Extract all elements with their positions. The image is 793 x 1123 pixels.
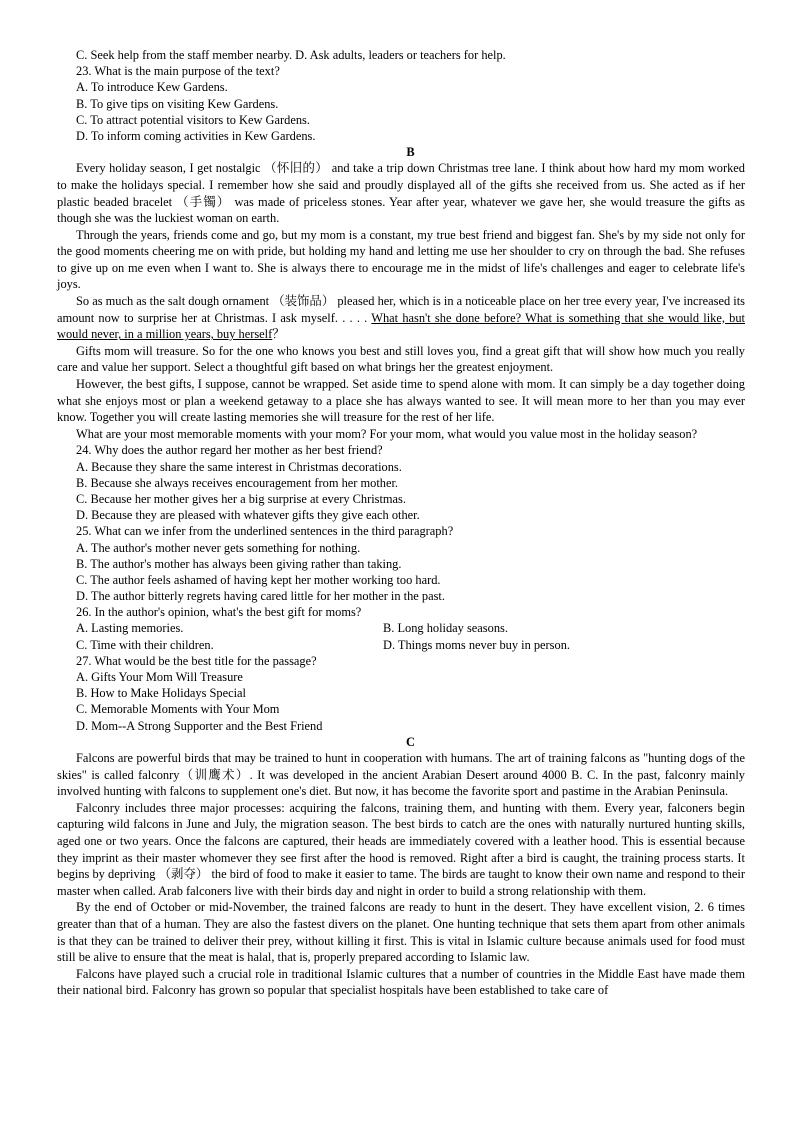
q23-option-c: C. To attract potential visitors to Kew Gardens. [76,112,310,127]
passage-b-paragraph-3-text: So as much as the salt dough ornament （装饰品） pleased her, which is in a noticeable place on her tree every year, I've increased its amount now to surprise her at Christmas. I ask myself. . . . . [57,294,745,325]
passage-b-paragraph-5-text: However, the best gifts, I suppose, cannot be wrapped. Set aside time to spend alone with mom. It can simply be a day together doing what she enjoys most or plan a weekend getaway to a place she has always wanted to see. It will mean more to her than you may ever know. Together you will create lasting memories she will treasure for the rest of her life. [57,377,745,425]
passage-c-paragraph-1 [57,750,745,800]
q26-options-row-1 [76,620,745,636]
q27-stem: 27. What would be the best title for the passage? [76,653,317,668]
underlined-sentences: What hasn't she done before? What is something that she would like, but would never, in a million years, buy herself [57,310,746,342]
passage-c-paragraph-4-text: Falcons have played such a crucial role in traditional Islamic cultures that a number of countries in the Middle East have made them their national bird. Falconry has grown so popular that specialist hospitals have been established to take care of [57,966,745,998]
exam-page [57,47,746,999]
passage-c-paragraph-3 [57,899,745,965]
q26-option-d: D. Things moms never buy in person. [383,637,570,652]
passage-c-paragraph-2-text: Falconry includes three major processes: acquiring the falcons, training them, and hunting with them. Every year, falconers begin capturing wild falcons in June and July, the migration season. The best birds to catch are the ones with naturally nurtured hunting skills, aged one or two years. Once the falcons are captured, their heads are immediately covered with a leather hood. This is essential because they imprint as their master whomever they see first after the hood is removed. Right after a bird is caught, the training process starts. It begins by depriving （剥夺） the bird of food to make it easier to tame. The birds are taught to know their own name and respond to their master when called. Arab falconers live with their birds day and night in order to build a strong relationship with them. [57,800,745,898]
q23-stem: 23. What is the main purpose of the text? [76,64,280,79]
q23-option-a: A. To introduce Kew Gardens. [76,80,228,95]
passage-b-paragraph-4-text: Gifts mom will treasure. So for the one who knows you best and still loves you, find a great gift that will show how much you really care and value her support. Select a thoughtful gift based on what brings her the greatest enjoyment. [57,343,745,375]
q26-option-a: A. Lasting memories. [76,621,184,636]
passage-c-paragraph-3-text: By the end of October or mid-November, the trained falcons are ready to hunt in the desert. They have excellent vision, 2. 6 times greater than that of a human. They are also the fastest divers on the planet. One hunting technique that sets them apart from other animals is that they can be trained to deliver their prey, without killing it first. This is vital in Islamic culture because animals used for food must still be alive to ensure that the meat is halal, that is, properly prepared according to Islamic law. [57,900,745,965]
passage-b-paragraph-5 [57,376,745,426]
q23-option-b: B. To give tips on visiting Kew Gardens. [76,96,279,111]
passage-b-paragraph-6 [57,426,745,443]
q27-option-b: B. How to Make Holidays Special [76,686,247,701]
section-c-heading: C [406,734,415,749]
q25-option-d: D. The author bitterly regrets having cared little for her mother in the past. [76,589,445,604]
q27-option-d: D. Mom--A Strong Supporter and the Best Friend [76,718,323,733]
q25-option-a: A. The author's mother never gets something for nothing. [76,540,361,555]
q26-stem: 26. In the author's opinion, what's the best gift for moms? [76,605,362,620]
question-mark: ？ [272,327,285,342]
q27-option-a: A. Gifts Your Mom Will Treasure [76,670,243,685]
passage-c-paragraph-4 [57,966,745,999]
q25-option-c: C. The author feels ashamed of having kept her mother working too hard. [76,572,441,587]
passage-b-paragraph-2 [57,227,745,293]
passage-b-paragraph-4 [57,343,745,376]
q24-option-c: C. Because her mother gives her a big surprise at every Christmas. [76,491,406,506]
q24-option-a: A. Because they share the same interest in Christmas decorations. [76,459,402,474]
q26-options-row-2 [76,637,745,653]
passage-c-paragraph-1-text: Falcons are powerful birds that may be trained to hunt in cooperation with humans. The art of training falcons as "hunting dogs of the skies" is called falconry（训鹰术）. It was developed in the ancient Arabian Desert around 4000 B. C. In the past, falconry mainly involved hunting with falcons to supplement one's diet. But now, it has become the favorite sport and pastime in the Arabian Peninsula. [57,751,745,799]
passage-b-paragraph-1 [57,160,745,226]
passage-b-paragraph-1-text: Every holiday season, I get nostalgic （怀旧的） and take a trip down Christmas tree lane. I think about how hard my mom worked to make the holidays special. I remember how she said and proudly displayed all of the gifts she received from us. She acted as if her plastic beaded bracelet （手镯） was made of priceless stones. Year after year, whatever we gave her, she would treasure the gifts as though she was the luckiest woman on earth. [57,161,745,226]
q22-options-cd: C. Seek help from the staff member nearby. D. Ask adults, leaders or teachers for help. [76,48,506,62]
passage-b-paragraph-2-text: Through the years, friends come and go, but my mom is a constant, my true best friend and biggest fan. She's by my side not only for the good moments cheering me on with pride, but holding my hand and letting me use her shoulder to cry on through the bad. She refuses to give up on me even when I want to. She is always there to encourage me in the midst of life's challenges and eager to celebrate life's joys. [57,227,745,292]
q23-option-d: D. To inform coming activities in Kew Gardens. [76,128,316,143]
section-b-heading: B [406,145,415,160]
q24-option-b: B. Because she always receives encouragement from her mother. [76,475,399,490]
q26-option-b: B. Long holiday seasons. [383,621,508,636]
q26-option-c: C. Time with their children. [76,637,214,652]
q24-stem: 24. Why does the author regard her mother as her best friend? [76,443,383,458]
q27-option-c: C. Memorable Moments with Your Mom [76,702,280,717]
passage-c-paragraph-2 [57,800,745,900]
q24-option-d: D. Because they are pleased with whatever gifts they give each other. [76,508,420,523]
q25-stem: 25. What can we infer from the underlined sentences in the third paragraph? [76,524,454,539]
q25-option-b: B. The author's mother has always been giving rather than taking. [76,556,402,571]
passage-b-paragraph-6-text: What are your most memorable moments with your mom? For your mom, what would you value most in the holiday season? [76,426,698,441]
passage-b-paragraph-3 [57,293,745,343]
